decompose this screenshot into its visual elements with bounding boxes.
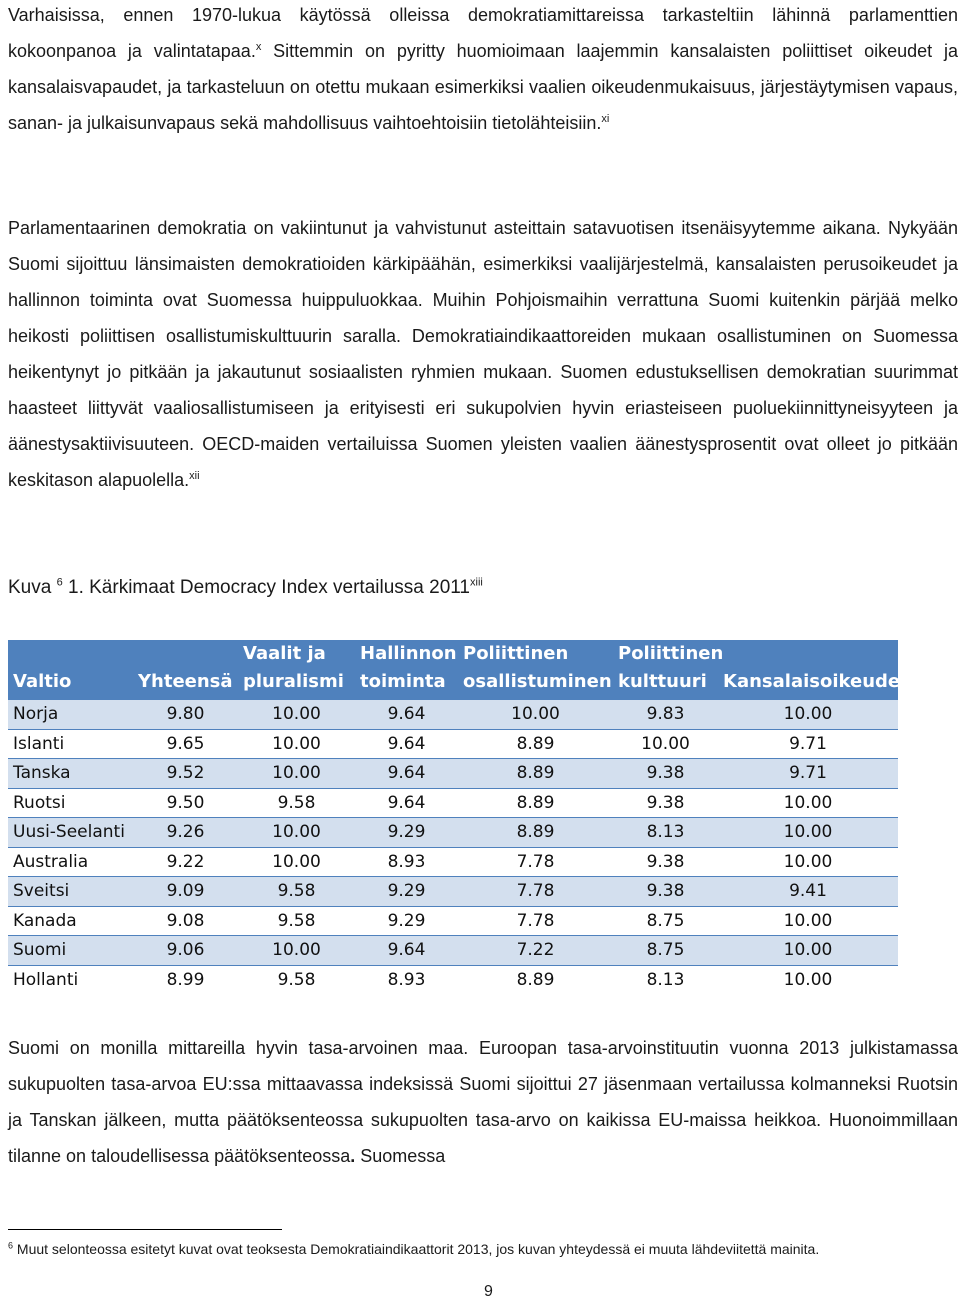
paragraph-1 <box>8 0 958 141</box>
table-row <box>8 818 898 848</box>
paragraph-3 <box>8 1030 958 1174</box>
score-cell: 10.00 <box>718 700 898 730</box>
table-row <box>8 729 898 759</box>
header-kulttuuri: Poliittinen kulttuuri <box>618 643 724 692</box>
figure-caption <box>8 573 483 603</box>
paragraph-1-text-a: Varhaisissa, ennen 1970-lukua käytössä olleissa demokratiamittareissa tarkasteltiin lähinnä parlamenttien kokoonpanoa ja valintatapaa. <box>8 5 958 61</box>
score-cell: 10.00 <box>718 965 898 994</box>
score-cell: 10.00 <box>238 818 355 848</box>
score-cell: 9.29 <box>355 877 458 907</box>
table-row <box>8 906 898 936</box>
footnote-text: Muut selonteossa esitetyt kuvat ovat teoksesta Demokratiaindikaattorit 2013, jos kuvan yhteydessä ei muuta lähdeviitettä mainita. <box>13 1241 820 1257</box>
score-cell: 8.89 <box>458 759 613 789</box>
table-row <box>8 700 898 730</box>
endnote-ref-x[interactable]: x <box>255 41 262 53</box>
endnote-ref-xi[interactable]: xi <box>601 113 610 125</box>
footnote <box>8 1239 958 1259</box>
score-cell: 9.83 <box>613 700 718 730</box>
score-cell: 8.99 <box>133 965 238 994</box>
endnote-ref-xii[interactable]: xii <box>189 470 200 482</box>
democracy-index-table <box>8 640 909 994</box>
score-cell: 9.64 <box>355 936 458 966</box>
score-cell: 10.00 <box>238 936 355 966</box>
score-cell: 8.93 <box>355 847 458 877</box>
country-cell: Kanada <box>8 906 133 936</box>
score-cell: 9.80 <box>133 700 238 730</box>
country-cell: Norja <box>8 700 133 730</box>
header-kansalaisoikeudet: Kansalaisoikeudet <box>723 671 909 692</box>
score-cell: 9.58 <box>238 906 355 936</box>
footnote-separator <box>8 1229 282 1230</box>
score-cell: 10.00 <box>718 936 898 966</box>
score-cell: 10.00 <box>238 729 355 759</box>
country-cell: Ruotsi <box>8 788 133 818</box>
country-cell: Hollanti <box>8 965 133 994</box>
table-row <box>8 965 898 994</box>
country-cell: Sveitsi <box>8 877 133 907</box>
footnote-ref-6[interactable]: 6 <box>56 576 63 589</box>
paragraph-2-text: Parlamentaarinen demokratia on vakiintunut ja vahvistunut asteittain satavuotisen itsenäisyytemme aikana. Nykyään Suomi sijoittuu länsimaisten demokratioiden kärkipäähän, esimerkiksi vaalijärjestelmä, kansalaisten perusoikeudet ja hallinnon toiminta ovat Suomessa huippuluokkaa. Muihin Pohjoismaihin verrattuna Suomi kuitenkin pärjää melko heikosti poliittisen osallistumiskulttuurin saralla. Demokratiaindikaattoreiden mukaan osallistuminen on Suomessa heikentynyt jo pitkään ja jakautunut sosiaalisten ryhmien mukaan. Suomen edustuksellisen demokratian suurimmat haasteet liittyvät vaaliosallistumiseen ja erityisesti eri sukupolvien hyvin eriasteiseen puoluekiinnittyneisyyteen ja äänestysaktiivisuuteen. OECD-maiden vertailuissa Suomen yleisten vaalien äänestysprosentit ovat olleet jo pitkään keskitason alapuolella. <box>8 218 958 490</box>
country-cell: Suomi <box>8 936 133 966</box>
paragraph-2 <box>8 210 958 498</box>
score-cell: 8.75 <box>613 906 718 936</box>
country-cell: Islanti <box>8 729 133 759</box>
score-cell: 8.89 <box>458 965 613 994</box>
score-cell: 8.13 <box>613 818 718 848</box>
country-cell: Australia <box>8 847 133 877</box>
table-row <box>8 788 898 818</box>
table-header-row <box>8 640 898 700</box>
score-cell: 9.65 <box>133 729 238 759</box>
score-cell: 7.78 <box>458 906 613 936</box>
score-cell: 9.64 <box>355 729 458 759</box>
header-osallistuminen: Poliittinen osallistuminen <box>463 643 612 692</box>
country-cell: Uusi-Seelanti <box>8 818 133 848</box>
score-cell: 8.89 <box>458 729 613 759</box>
paragraph-3-bold-period: . <box>350 1146 356 1166</box>
header-valtio: Valtio <box>13 671 72 692</box>
table-row <box>8 847 898 877</box>
score-cell: 9.09 <box>133 877 238 907</box>
score-cell: 10.00 <box>718 847 898 877</box>
country-cell: Tanska <box>8 759 133 789</box>
score-cell: 9.64 <box>355 759 458 789</box>
score-cell: 10.00 <box>458 700 613 730</box>
score-cell: 9.41 <box>718 877 898 907</box>
score-cell: 9.08 <box>133 906 238 936</box>
score-cell: 10.00 <box>718 906 898 936</box>
table-body <box>8 700 898 995</box>
table-row <box>8 877 898 907</box>
paragraph-3-text-a: Suomi on monilla mittareilla hyvin tasa-arvoinen maa. Euroopan tasa-arvoinstituutin vuonna 2013 julkistamassa sukupuolten tasa-arvoa EU:ssa mittaavassa indeksissä Suomi sijoittui 27 jäsenmaan vertailussa kolmanneksi Ruotsin ja Tanskan jälkeen, mutta päätöksenteossa sukupuolten tasa-arvo on kaikissa EU-maissa heikkoa. Huonoimmillaan tilanne on taloudellisessa päätöksenteossa <box>8 1038 958 1166</box>
paragraph-1-text-b: Sittemmin on pyritty huomioimaan laajemmin kansalaisten poliittiset oikeudet ja kansalaisvapaudet, ja tarkasteluun on otettu mukaan esimerkiksi vaalien oikeudenmukaisuus, järjestäytymisen vapaus, sanan- ja julkaisunvapaus sekä mahdollisuus vaihtoehtoisiin tietolähteisiin. <box>8 41 958 133</box>
score-cell: 9.06 <box>133 936 238 966</box>
score-cell: 9.58 <box>238 877 355 907</box>
page-number: 9 <box>484 1283 493 1300</box>
score-cell: 9.26 <box>133 818 238 848</box>
score-cell: 8.75 <box>613 936 718 966</box>
score-cell: 8.13 <box>613 965 718 994</box>
caption-text: 1. Kärkimaat Democracy Index vertailussa 2011 <box>62 577 470 598</box>
score-cell: 9.22 <box>133 847 238 877</box>
score-cell: 9.29 <box>355 818 458 848</box>
header-yhteensa: Yhteensä <box>138 671 233 692</box>
score-cell: 9.38 <box>613 847 718 877</box>
score-cell: 9.52 <box>133 759 238 789</box>
endnote-ref-xiii[interactable]: xiii <box>470 576 483 589</box>
header-vaalit: Vaalit ja pluralismi <box>243 643 344 692</box>
caption-prefix: Kuva <box>8 577 52 598</box>
score-cell: 10.00 <box>238 847 355 877</box>
score-cell: 9.38 <box>613 788 718 818</box>
table-row <box>8 936 898 966</box>
score-cell: 9.29 <box>355 906 458 936</box>
score-cell: 9.58 <box>238 965 355 994</box>
footnote-number: 6 <box>8 1240 14 1251</box>
score-cell: 10.00 <box>718 788 898 818</box>
democracy-index-table-figure <box>8 640 909 990</box>
table-row <box>8 759 898 789</box>
score-cell: 9.50 <box>133 788 238 818</box>
header-hallinnon: Hallinnon toiminta <box>360 643 457 692</box>
score-cell: 10.00 <box>613 729 718 759</box>
score-cell: 9.64 <box>355 788 458 818</box>
score-cell: 10.00 <box>238 700 355 730</box>
score-cell: 8.89 <box>458 788 613 818</box>
score-cell: 10.00 <box>238 759 355 789</box>
score-cell: 7.78 <box>458 847 613 877</box>
score-cell: 8.93 <box>355 965 458 994</box>
score-cell: 9.64 <box>355 700 458 730</box>
score-cell: 9.71 <box>718 759 898 789</box>
score-cell: 9.71 <box>718 729 898 759</box>
score-cell: 8.89 <box>458 818 613 848</box>
score-cell: 7.22 <box>458 936 613 966</box>
score-cell: 10.00 <box>718 818 898 848</box>
paragraph-3-text-b: Suomessa <box>355 1146 446 1166</box>
score-cell: 9.38 <box>613 759 718 789</box>
score-cell: 7.78 <box>458 877 613 907</box>
score-cell: 9.38 <box>613 877 718 907</box>
score-cell: 9.58 <box>238 788 355 818</box>
